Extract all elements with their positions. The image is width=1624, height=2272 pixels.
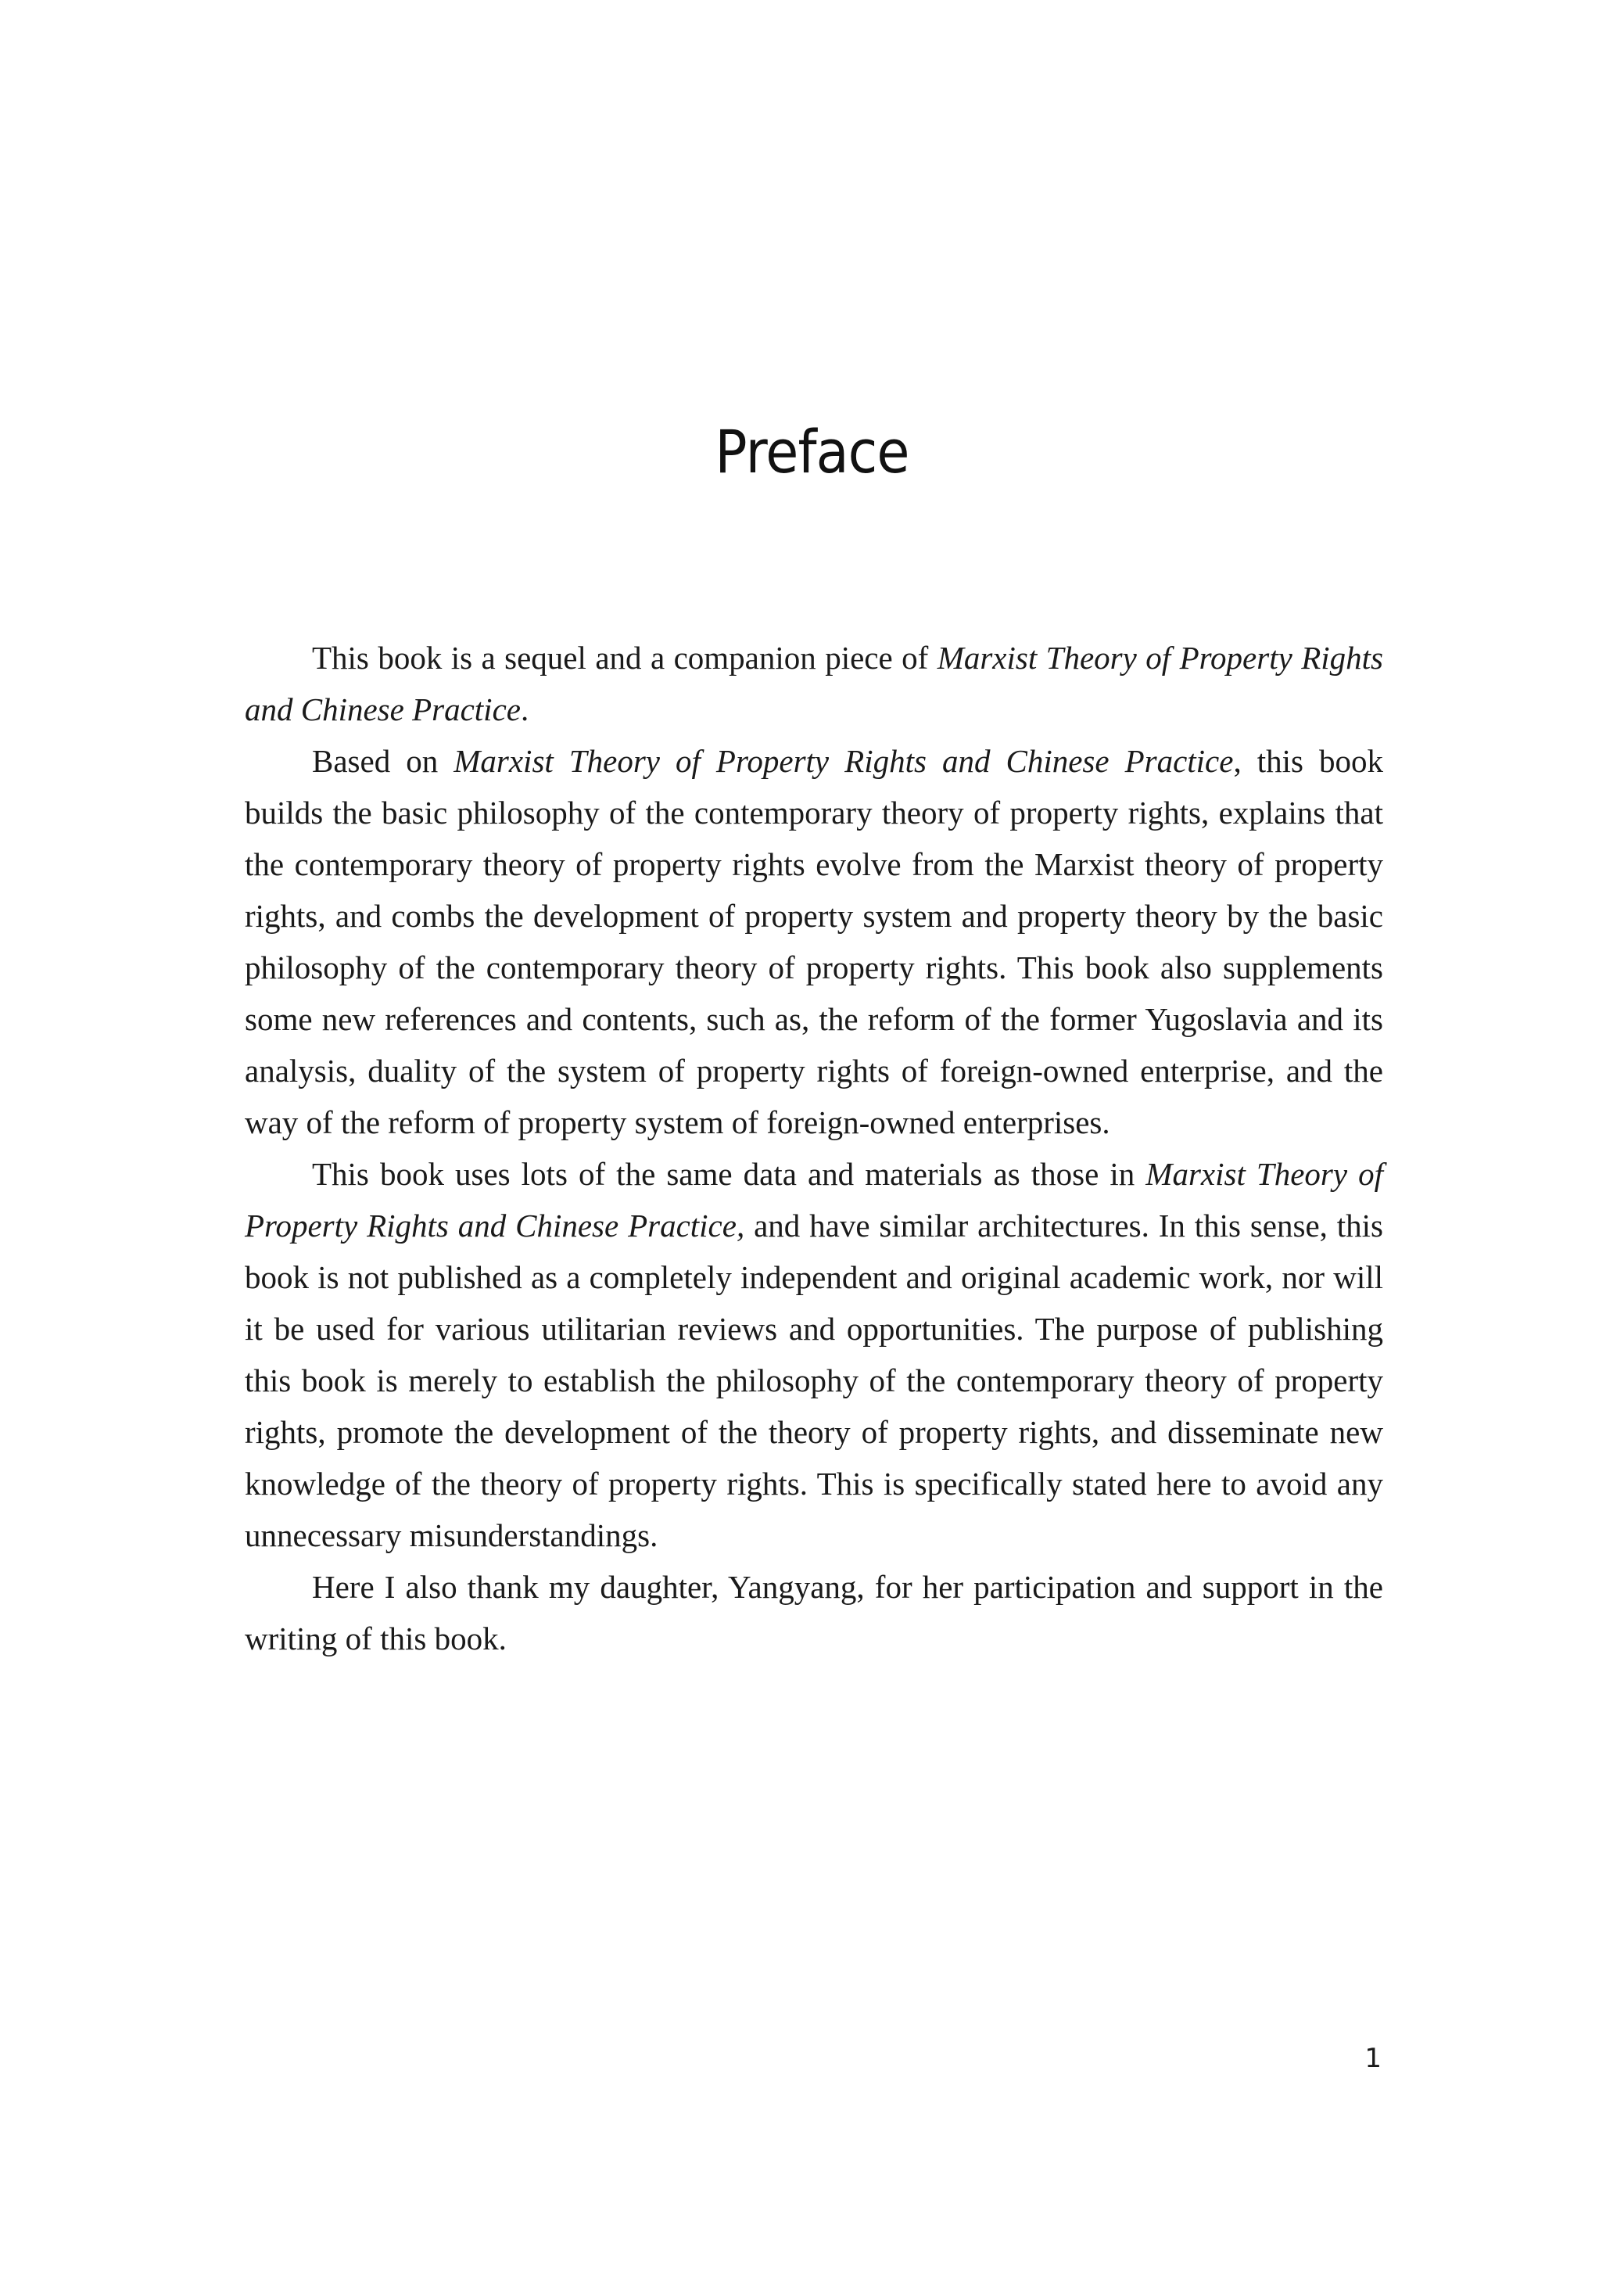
page-number: 1 — [1364, 2043, 1382, 2074]
text-segment: Here I also thank my daughter, Yangyang, for her participation and support in the writing of this book. — [245, 1569, 1383, 1656]
italic-book-title: Marxist Theory of Property Rights and Chinese Practice — [454, 743, 1234, 779]
text-segment: This book uses lots of the same data and materials as those in — [312, 1156, 1146, 1192]
preface-body — [245, 632, 1383, 1664]
paragraph-4 — [245, 1561, 1383, 1664]
text-segment: This book is a sequel and a companion piece of — [312, 640, 937, 676]
italic-book-title: Marxist Theory of Property Rights and Chinese Practice, — [245, 1156, 1383, 1244]
paragraph-1 — [245, 632, 1383, 735]
paragraph-3 — [245, 1148, 1383, 1561]
page-title: Preface — [715, 417, 909, 486]
text-segment: and have similar architectures. In this sense, this book is not published as a completely independent and original academic work, nor will it be used for various utilitarian reviews and opportunities. The purpose of publishing this book is merely to establish the philosophy of the contemporary theory of property rights, promote the development of the theory of property rights, and disseminate new knowledge of the theory of property rights. This is specifically stated here to avoid any unnecessary misunderstandings. — [245, 1208, 1383, 1553]
text-segment: . — [520, 691, 529, 727]
text-segment: , this book builds the basic philosophy of the contemporary theory of property rights, explains that the contemporary theory of property rights evolve from the Marxist theory of property rights, and combs the development of property system and property theory by the basic philosophy of the contemporary theory of property rights. This book also supplements some new references and contents, such as, the reform of the former Yugoslavia and its analysis, duality of the system of property rights of foreign-owned enterprise, and the way of the reform of property system of foreign-owned enterprises. — [245, 743, 1383, 1140]
paragraph-2 — [245, 735, 1383, 1148]
italic-book-title: Marxist Theory of Property Rights and Chinese Practice — [245, 640, 1383, 727]
text-segment: Based on — [312, 743, 454, 779]
